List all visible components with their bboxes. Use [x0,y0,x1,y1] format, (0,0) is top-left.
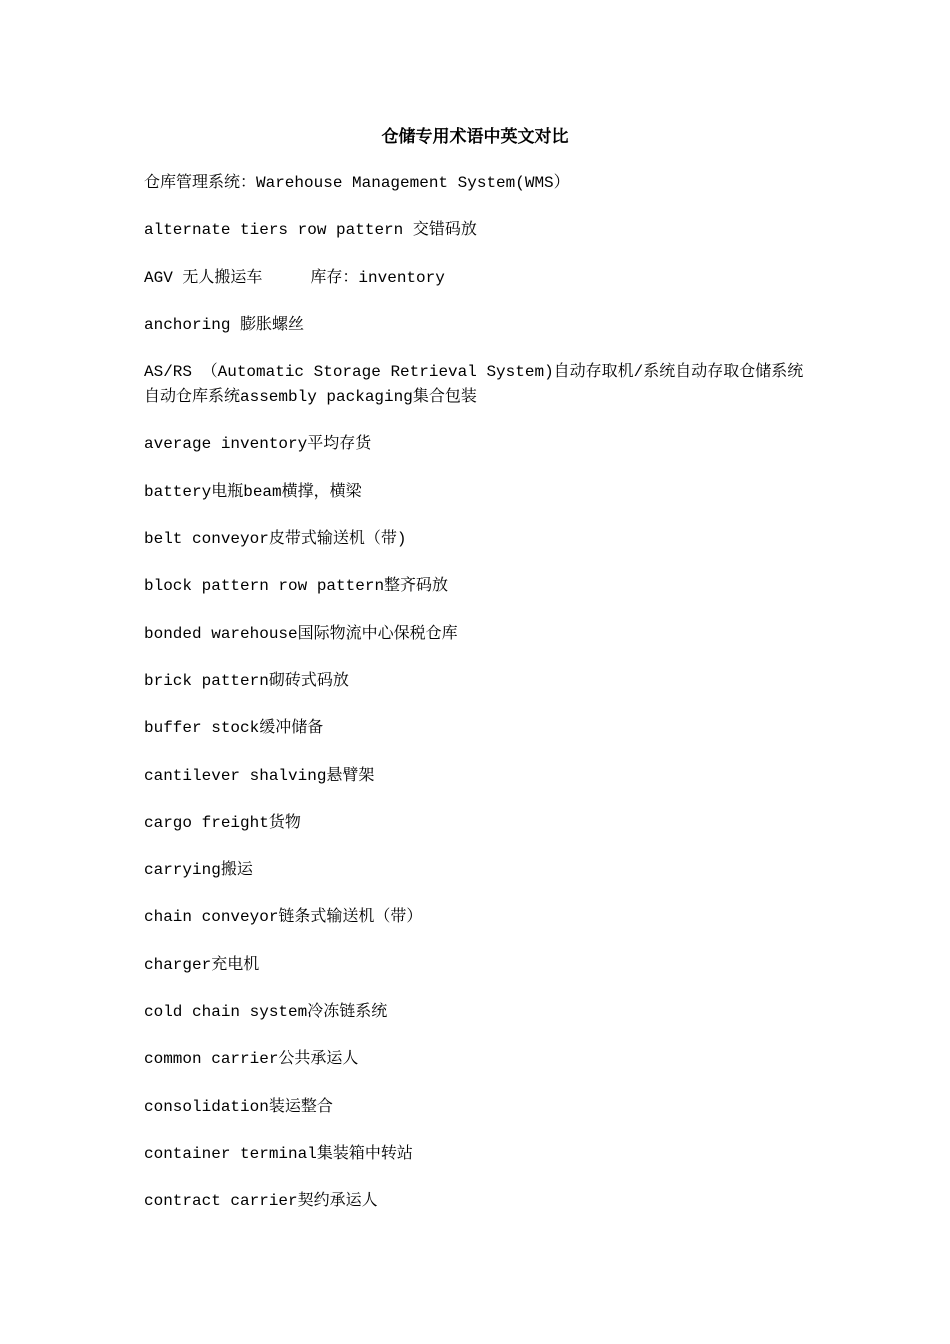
term-entry-15: carrying搬运 [144,861,253,880]
term-entry-8: belt conveyor皮带式输送机（带) [144,530,407,549]
term-entry-4: anchoring 膨胀螺丝 [144,315,305,334]
term-entry-7: battery电瓶beam横撑，横梁 [144,482,362,501]
document-title: 仓储专用术语中英文对比 [381,127,569,147]
term-list [144,171,814,1237]
term-entry-14: cargo freight货物 [144,813,301,832]
term-entry-17: charger充电机 [144,955,260,974]
term-entry-3: AGV 无人搬运车 库存：inventory [144,268,445,287]
term-entry-9: block pattern row pattern整齐码放 [144,577,449,596]
term-entry-10: bonded warehouse国际物流中心保税仓库 [144,624,458,643]
term-entry-19: common carrier公共承运人 [144,1050,359,1069]
term-entry-18: cold chain system冷冻链系统 [144,1003,388,1022]
term-entry-11: brick pattern砌砖式码放 [144,671,349,690]
term-entry-5: AS/RS （Automatic Storage Retrieval System)自动存取机/系统自动存取仓储系统自动仓库系统assembly packaging集合包装 [144,363,804,407]
term-entry-20: consolidation装运整合 [144,1097,333,1116]
term-entry-21: container terminal集装箱中转站 [144,1144,413,1163]
term-entry-2: alternate tiers row pattern 交错码放 [144,221,477,240]
term-entry-1: 仓库管理系统：Warehouse Management System(WMS） [144,174,570,192]
term-entry-12: buffer stock缓冲储备 [144,719,324,738]
term-entry-22: contract carrier契约承运人 [144,1192,378,1211]
term-entry-6: average inventory平均存货 [144,435,372,454]
term-entry-13: cantilever shalving悬臂架 [144,766,375,785]
term-entry-16: chain conveyor链条式输送机（带） [144,908,423,927]
